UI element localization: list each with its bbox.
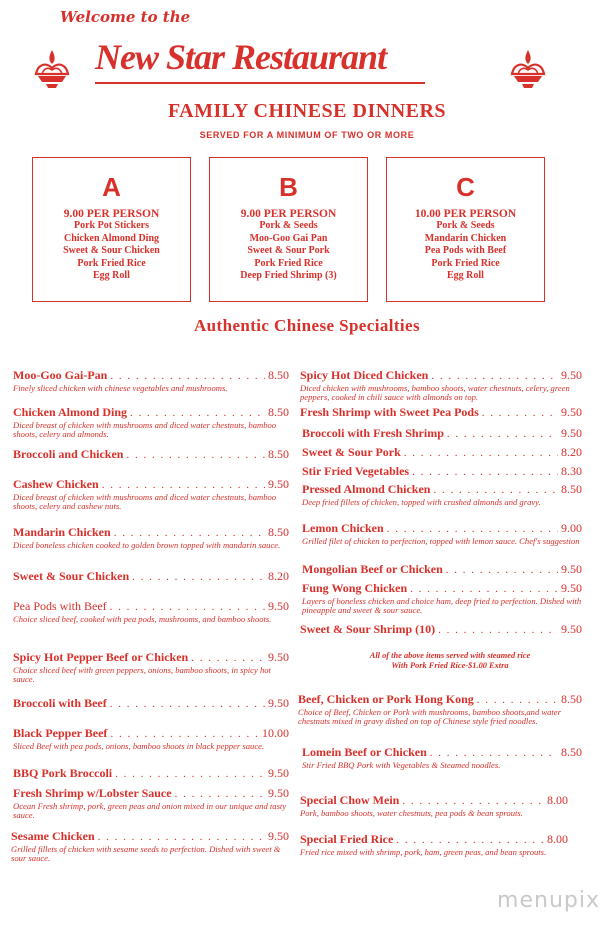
leader-dots xyxy=(175,788,265,800)
family-dinners-subtitle: SERVED FOR A MINIMUM OF TWO OR MORE xyxy=(199,130,415,140)
dinner-letter: B xyxy=(279,172,298,202)
item-description: Diced boneless chicken cooked to golden brown topped with mandarin sauce. xyxy=(13,540,281,550)
item-price: 9.50 xyxy=(268,786,289,800)
item-price: 9.50 xyxy=(561,426,582,440)
menu-item xyxy=(13,525,289,550)
item-price: 9.50 xyxy=(268,766,289,780)
dinner-item: Chicken Almond Ding xyxy=(63,232,160,244)
menu-item xyxy=(13,786,289,821)
menu-item xyxy=(11,829,289,864)
family-dinners-title: FAMILY CHINESE DINNERS xyxy=(167,100,447,122)
leader-dots xyxy=(446,564,558,576)
item-description: Diced breast of chicken with mushrooms and diced water chestnuts, bamboo shoots, celery and almonds. xyxy=(13,420,277,440)
item-name: Fung Wong Chicken xyxy=(302,581,408,595)
item-name: Special Fried Rice xyxy=(300,832,394,846)
leader-dots xyxy=(132,571,265,583)
leader-dots xyxy=(477,694,558,706)
leader-dots xyxy=(191,652,265,664)
menu-item xyxy=(298,692,582,727)
item-price: 8.20 xyxy=(268,569,289,583)
item-name: Spicy Hot Diced Chicken xyxy=(300,368,429,382)
rice-note xyxy=(300,651,600,671)
item-price: 10.00 xyxy=(262,726,289,740)
menu-item xyxy=(300,832,568,857)
specialties-title: Authentic Chinese Specialties xyxy=(194,316,420,335)
leader-dots xyxy=(412,466,558,478)
dinner-item: Pork Fried Rice xyxy=(431,257,500,269)
dinner-item: Deep Fried Shrimp (3) xyxy=(240,270,337,281)
item-description: Choice sliced beef with green peppers, onions, bamboo shoots, in spicy hot sauce. xyxy=(13,665,271,685)
item-description: Pork, bamboo shoots, water chestnuts, pea pods & bean sprouts. xyxy=(300,808,523,818)
menu-item xyxy=(302,745,582,770)
dinner-item: Sweet & Sour Pork xyxy=(247,245,330,256)
menu-item xyxy=(13,726,289,751)
leader-dots xyxy=(110,601,265,613)
item-description: Sliced Beef with pea pods, onions, bamboo shoots in black pepper sauce. xyxy=(13,741,265,751)
dinner-item: Pork & Seeds xyxy=(436,220,495,231)
title-underline xyxy=(95,82,425,84)
item-price: 8.50 xyxy=(268,405,289,419)
leader-dots xyxy=(110,370,265,382)
leader-dots xyxy=(115,768,265,780)
item-name: Lomein Beef or Chicken xyxy=(302,745,427,759)
item-price: 9.50 xyxy=(268,599,289,613)
item-description: Choice of Beef, Chicken or Pork with mushrooms, bamboo shoots,and water chestnuts mixed in gravy dished on top of Chinese style fried noodles. xyxy=(298,707,561,727)
leader-dots xyxy=(433,484,558,496)
menu-item xyxy=(13,766,289,781)
menu-item xyxy=(13,569,289,584)
item-price: 9.50 xyxy=(268,829,289,843)
item-description: Grilled filet of chicken to perfection, topped with lemon sauce. Chef's suggestion xyxy=(302,536,580,546)
menu-item xyxy=(302,562,582,577)
item-name: Sesame Chicken xyxy=(11,829,95,843)
restaurant-name: New Star Restaurant xyxy=(95,37,387,77)
welcome-text: Welcome to the xyxy=(60,8,191,26)
item-name: Sweet & Sour Chicken xyxy=(13,569,130,583)
item-price: 9.50 xyxy=(561,581,582,595)
item-price: 8.50 xyxy=(268,447,289,461)
menu-item xyxy=(300,405,582,420)
item-price: 8.50 xyxy=(268,368,289,382)
dinner-box-c xyxy=(386,157,545,302)
leader-dots xyxy=(387,523,558,535)
item-name: Spicy Hot Pepper Beef or Chicken xyxy=(13,650,189,664)
dinner-item: Egg Roll xyxy=(93,270,130,281)
dinner-item: Pork Fried Rice xyxy=(77,257,146,269)
item-price: 9.50 xyxy=(561,405,582,419)
menu-item xyxy=(13,599,289,624)
dinner-item: Egg Roll xyxy=(447,270,484,281)
item-name: Broccoli with Fresh Shrimp xyxy=(302,426,444,440)
dinner-price: 9.00 PER PERSON xyxy=(240,208,337,220)
item-name: Cashew Chicken xyxy=(13,477,99,491)
leader-dots xyxy=(402,795,544,807)
dinner-item: Pork Fried Rice xyxy=(254,257,323,269)
item-name: Special Chow Mein xyxy=(300,793,400,807)
item-price: 9.50 xyxy=(268,696,289,710)
dinner-item: Pork Pot Stickers xyxy=(74,220,149,231)
item-price: 9.50 xyxy=(268,650,289,664)
dinner-item: Pork & Seeds xyxy=(259,220,318,231)
leader-dots xyxy=(447,428,558,440)
item-description: Layers of boneless chicken and choice ham, deep fried to perfection. Dished with pineapple and sweet & sour sauce. xyxy=(302,596,582,616)
item-price: 9.50 xyxy=(561,562,582,576)
menu-item xyxy=(300,368,582,403)
menu-item xyxy=(302,445,582,460)
menu-item xyxy=(302,521,582,546)
menu-item xyxy=(300,793,568,818)
item-price: 9.50 xyxy=(561,368,582,382)
leader-dots xyxy=(430,747,558,759)
dinner-letter: A xyxy=(102,172,121,202)
item-name: Mandarin Chicken xyxy=(13,525,111,539)
item-price: 8.50 xyxy=(268,525,289,539)
menu-item xyxy=(300,622,582,637)
item-name: Black Pepper Beef xyxy=(13,726,108,740)
dinner-item: Sweet & Sour Chicken xyxy=(63,245,160,256)
item-name: Broccoli and Chicken xyxy=(13,447,124,461)
item-price: 8.50 xyxy=(561,692,582,706)
item-price: 9.00 xyxy=(561,521,582,535)
item-description: Fried rice mixed with shrimp, pork, ham, green peas, and bean sprouts. xyxy=(300,847,547,857)
dinner-letter: C xyxy=(456,172,475,202)
item-name: Chicken Almond Ding xyxy=(13,405,128,419)
item-description: Choice sliced beef, cooked with pea pods, mushrooms, and bamboo shoots. xyxy=(13,614,272,624)
item-description: Diced breast of chicken with mushrooms and diced water chestnuts, bamboo shoots, celery and cashew nuts. xyxy=(13,492,277,512)
item-name: BBQ Pork Broccoli xyxy=(13,766,113,780)
leader-dots xyxy=(410,583,558,595)
item-description: Finely sliced chicken with chinese vegetables and mushrooms. xyxy=(13,383,228,393)
dinner-box-a xyxy=(32,157,191,302)
leader-dots xyxy=(102,479,265,491)
item-description: Stir Fried BBQ Pork with Vegetables & Steamed noodles. xyxy=(302,760,501,770)
item-price: 8.20 xyxy=(561,445,582,459)
leader-dots xyxy=(110,698,265,710)
item-name: Pea Pods with Beef xyxy=(13,599,107,613)
dinner-item: Mandarin Chicken xyxy=(424,232,507,244)
leader-dots xyxy=(98,831,265,843)
item-name: Sweet & Sour Pork xyxy=(302,445,401,459)
leader-dots xyxy=(482,407,558,419)
lotus-lamp-icon xyxy=(32,48,72,90)
menu-item xyxy=(13,405,289,440)
leader-dots xyxy=(396,834,544,846)
menu-item xyxy=(13,368,289,393)
menu-item xyxy=(302,482,582,507)
item-price: 8.50 xyxy=(561,482,582,496)
menu-item xyxy=(13,696,289,711)
item-name: Sweet & Sour Shrimp (10) xyxy=(300,622,436,636)
item-name: Lemon Chicken xyxy=(302,521,384,535)
dinner-price: 10.00 PER PERSON xyxy=(414,208,517,220)
leader-dots xyxy=(126,449,265,461)
leader-dots xyxy=(404,447,558,459)
menu-item xyxy=(13,477,289,512)
item-price: 8.50 xyxy=(561,745,582,759)
dinner-box-b xyxy=(209,157,368,302)
dinner-item: Moo-Goo Gai Pan xyxy=(249,232,328,244)
lotus-lamp-icon xyxy=(508,48,548,90)
item-name: Moo-Goo Gai-Pan xyxy=(13,368,108,382)
item-name: Broccoli with Beef xyxy=(13,696,107,710)
item-description: Diced chicken with mushrooms, bamboo shoots, water chestnuts, celery, green peppers, cooked in chili sauce with almonds on top. xyxy=(300,383,570,403)
leader-dots xyxy=(431,370,558,382)
leader-dots xyxy=(110,728,259,740)
menu-item xyxy=(302,426,582,441)
menu-item xyxy=(13,447,289,462)
item-name: Fresh Shrimp w/Lobster Sauce xyxy=(13,786,172,800)
item-name: Stir Fried Vegetables xyxy=(302,464,410,478)
item-description: Grilled fillets of chicken with sesame seeds to perfection. Dished with sweet & sour sauce. xyxy=(11,844,281,864)
item-description: Deep fried fillets of chicken, topped with crushed almonds and gravy. xyxy=(302,497,541,507)
menu-item xyxy=(302,464,582,479)
item-name: Fresh Shrimp with Sweet Pea Pods xyxy=(300,405,479,419)
item-price: 8.00 xyxy=(547,832,568,846)
menupix-watermark: menupix xyxy=(497,888,600,913)
leader-dots xyxy=(114,527,265,539)
item-price: 8.00 xyxy=(547,793,568,807)
dinner-item: Pea Pods with Beef xyxy=(424,245,507,256)
item-price: 8.30 xyxy=(561,464,582,478)
rice-note-line: All of the above items served with steamed rice xyxy=(369,651,531,660)
item-name: Mongolian Beef or Chicken xyxy=(302,562,443,576)
item-price: 9.50 xyxy=(561,622,582,636)
leader-dots xyxy=(130,407,265,419)
item-description: Ocean Fresh shrimp, pork, green peas and onion mixed in our unique and tasty sauce. xyxy=(13,801,287,821)
rice-note-line: With Pork Fried Rice-$1.00 Extra xyxy=(391,661,509,670)
dinner-price: 9.00 PER PERSON xyxy=(63,208,160,220)
item-name: Beef, Chicken or Pork Hong Kong xyxy=(298,692,474,706)
item-name: Pressed Almond Chicken xyxy=(302,482,431,496)
leader-dots xyxy=(438,624,558,636)
menu-item xyxy=(302,581,582,616)
item-price: 9.50 xyxy=(268,477,289,491)
menu-item xyxy=(13,650,289,685)
